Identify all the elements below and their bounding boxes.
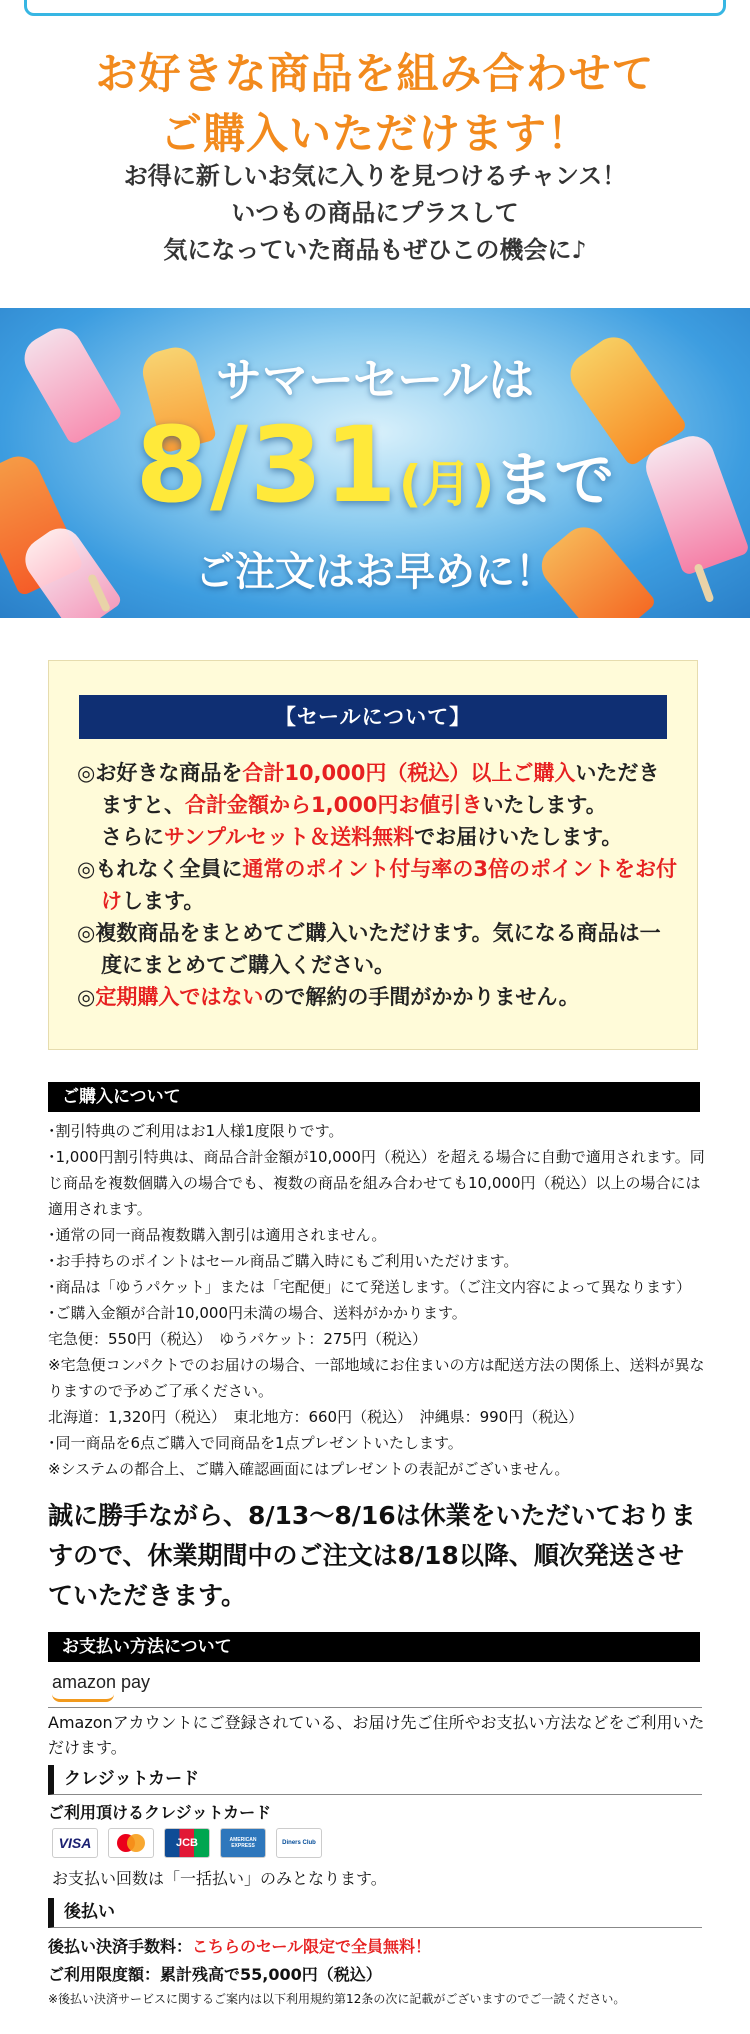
purchase-heading: ご購入について <box>48 1082 700 1112</box>
headline-line2: ご購入いただけます！ <box>159 109 590 158</box>
divider <box>48 1707 702 1708</box>
summer-sale-banner <box>0 308 750 618</box>
purchase-note: 宅急便：550円（税込） ゆうパケット：275円（税込） <box>48 1330 428 1348</box>
sale-item-multiple: ◎複数商品をまとめてご購入いただけます。気になる商品は一度にまとめてご購入ください。 <box>77 921 661 977</box>
banner-line1: サマーセールは <box>215 353 535 407</box>
purchase-note: ･ご購入金額が合計10,000円未満の場合、送料がかかります。 <box>48 1304 467 1322</box>
banner-date <box>0 404 750 526</box>
sale-item-points: ◎もれなく全員に通常のポイント付与率の3倍のポイントをお付けします。 <box>77 857 677 913</box>
credit-card-note: お支払い回数は「一括払い」のみとなります。 <box>52 1869 387 1888</box>
deferred-limit: ご利用限度額：累計残高で55,000円（税込） <box>48 1965 382 1984</box>
purchase-note: ･通常の同一商品複数購入割引は適用されません。 <box>48 1226 387 1244</box>
sale-info-list <box>77 757 677 1013</box>
deferred-fee: 後払い決済手数料：こちらのセール限定で全員無料！ <box>48 1937 432 1956</box>
visa-icon: VISA <box>52 1828 98 1858</box>
purchase-note: ･お手持ちのポイントはセール商品ご購入時にもご利用いただけます。 <box>48 1252 519 1270</box>
amazon-pay-text: Amazonアカウントにご登録されている、お届け先ご住所やお支払い方法などをご利用いただけます。 <box>48 1713 705 1757</box>
deferred-payment-heading: 後払い <box>48 1898 702 1928</box>
purchase-note: ･1,000円割引特典は、商品合計金額が10,000円（税込）を超える場合に自動で適用されます。同じ商品を複数個購入の場合でも、複数の商品を組み合わせても10,000円（税込）以上の場合には適用されます。 <box>48 1148 705 1218</box>
purchase-note: ･同一商品を6点ご購入で同商品を1点プレゼントいたします。 <box>48 1434 463 1452</box>
top-frame <box>24 0 726 16</box>
sale-end-date: 8/31 <box>135 404 399 526</box>
diners-club-icon: Diners Club <box>276 1828 322 1858</box>
amazon-pay-logo: amazon pay <box>52 1672 151 1692</box>
sale-end-weekday: (月) <box>398 455 495 513</box>
credit-card-logos <box>52 1828 322 1858</box>
purchase-notes <box>48 1118 708 1482</box>
sub-line3: 気になっていた商品もぜひこの機会に♪ <box>163 236 587 264</box>
purchase-note: ※システムの都合上、ご購入確認画面にはプレゼントの表記がございません。 <box>48 1460 570 1478</box>
main-headline <box>0 44 750 164</box>
purchase-note: ･商品は「ゆうパケット」または「宅配便」にて発送します。（ご注文内容によって異なります） <box>48 1278 692 1296</box>
sale-info-title: 【セールについて】 <box>79 695 667 739</box>
sale-item-no-subscription: ◎定期購入ではないので解約の手間がかかりません。 <box>77 985 580 1009</box>
mastercard-icon <box>108 1828 154 1858</box>
purchase-note: ※宅急便コンパクトでのお届けの場合、一部地域にお住まいの方は配送方法の関係上、送料が異なりますので予めご了承ください。 <box>48 1356 705 1400</box>
banner-line3: ご注文はお早めに！ <box>195 549 555 595</box>
amazon-smile-icon <box>52 1694 114 1702</box>
sale-info-box <box>48 660 698 1050</box>
credit-card-heading: クレジットカード <box>48 1765 702 1795</box>
holiday-notice: 誠に勝手ながら、8/13〜8/16は休業をいただいておりますので、休業期間中のご注文は8/18以降、順次発送させていただきます。 <box>48 1501 696 1610</box>
sale-item-discount: ◎お好きな商品を合計10,000円（税込）以上ご購入いただきますと、合計金額から1,000円お値引きいたします。 さらにサンプルセット＆送料無料でお届けいたします。 <box>77 761 660 849</box>
sub-headline <box>0 158 750 269</box>
jcb-icon: JCB <box>164 1828 210 1858</box>
sale-until-text: まで <box>494 446 615 516</box>
payment-heading: お支払い方法について <box>48 1632 700 1662</box>
amex-icon: AMERICAN EXPRESS <box>220 1828 266 1858</box>
deferred-note: ※後払い決済サービスに関するご案内は以下利用規約第12条の次に記載がございますのでご一読ください。 <box>48 1992 626 2006</box>
purchase-note: 北海道：1,320円（税込） 東北地方：660円（税込） 沖縄県：990円（税込） <box>48 1408 584 1426</box>
purchase-note: ･割引特典のご利用はお1人様1度限りです。 <box>48 1122 344 1140</box>
sub-line1: お得に新しいお気に入りを見つけるチャンス！ <box>123 162 627 190</box>
credit-card-label: ご利用頂けるクレジットカード <box>48 1803 272 1822</box>
sub-line2: いつもの商品にプラスして <box>231 199 519 227</box>
headline-line1: お好きな商品を組み合わせて <box>95 49 655 98</box>
